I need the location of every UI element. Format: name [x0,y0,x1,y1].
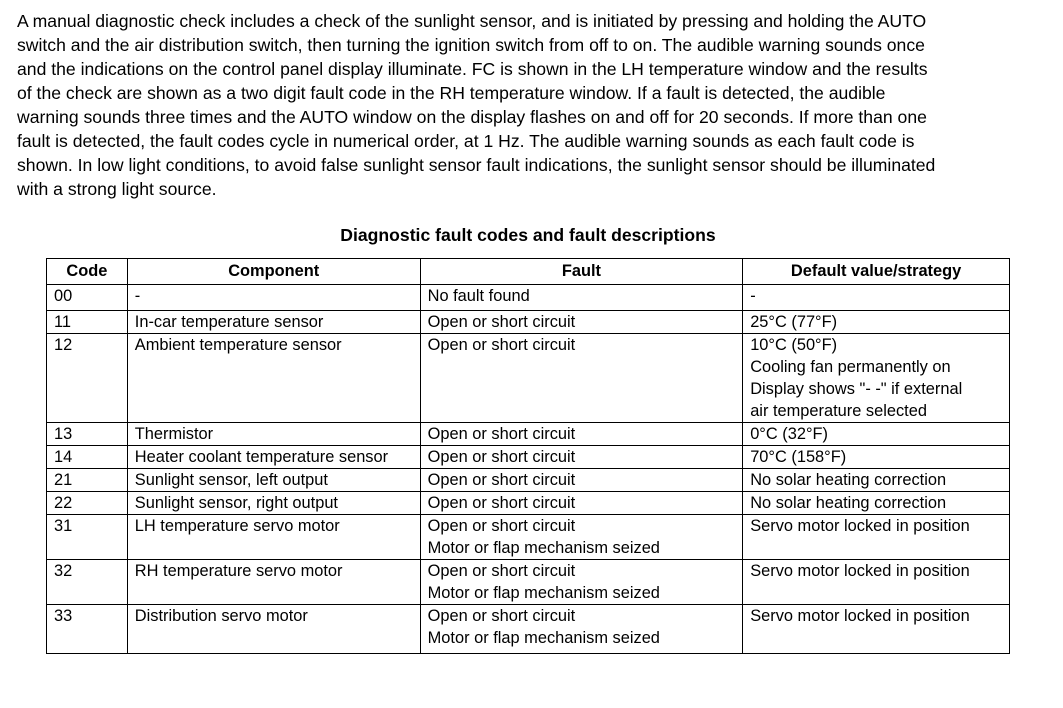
cell-component: LH temperature servo motor [127,515,420,560]
cell-fault [420,605,743,654]
cell-code: 21 [47,469,128,492]
cell-component: In-car temperature sensor [127,311,420,334]
cell-component: RH temperature servo motor [127,560,420,605]
cell-code: 33 [47,605,128,654]
cell-fault [420,515,743,560]
header-fault: Fault [420,259,743,285]
cell-default [743,492,1010,515]
fault-line: Open or short circuit [427,313,576,331]
table-row [47,492,1010,515]
cell-component: Sunlight sensor, right output [127,492,420,515]
fault-line: Open or short circuit [427,471,576,489]
cell-default [743,285,1010,311]
table-row [47,560,1010,605]
table-row [47,469,1010,492]
intro-line: switch and the air distribution switch, then turning the ignition switch from off to on. The audible warning sounds once [17,35,925,55]
cell-component: Thermistor [127,423,420,446]
default-line: 70°C (158°F) [750,448,847,466]
cell-default [743,605,1010,654]
fault-line: Open or short circuit [427,517,576,535]
default-line: No solar heating correction [750,494,947,512]
table-row [47,311,1010,334]
cell-code: 32 [47,560,128,605]
table-row [47,605,1010,654]
cell-component: Ambient temperature sensor [127,334,420,423]
cell-fault [420,285,743,311]
cell-code: 13 [47,423,128,446]
default-line: Display shows "- -" if external [750,380,963,398]
header-default: Default value/strategy [743,259,1010,285]
default-line: 0°C (32°F) [750,425,828,443]
cell-code: 14 [47,446,128,469]
cell-fault [420,469,743,492]
cell-fault [420,446,743,469]
default-line: Servo motor locked in position [750,517,970,535]
cell-component: Distribution servo motor [127,605,420,654]
table-title: Diagnostic fault codes and fault descriptions [340,225,716,245]
header-code: Code [47,259,128,285]
intro-line: warning sounds three times and the AUTO window on the display flashes on and off for 20 seconds. If more than one [17,107,927,127]
default-line: 25°C (77°F) [750,313,838,331]
table-row [47,515,1010,560]
intro-line: with a strong light source. [17,179,217,199]
cell-default [743,469,1010,492]
fault-line: Open or short circuit [427,448,576,466]
default-line: No solar heating correction [750,471,947,489]
cell-component: - [127,285,420,311]
cell-fault [420,423,743,446]
cell-fault [420,560,743,605]
intro-paragraph [17,9,1047,201]
table-row [47,285,1010,311]
cell-component: Heater coolant temperature sensor [127,446,420,469]
table-row [47,446,1010,469]
cell-fault [420,492,743,515]
table-header-row [47,259,1010,285]
fault-line: Open or short circuit [427,607,576,625]
default-line: Cooling fan permanently on [750,358,951,376]
cell-code: 31 [47,515,128,560]
default-line: 10°C (50°F) [750,336,838,354]
cell-component: Sunlight sensor, left output [127,469,420,492]
fault-line: Motor or flap mechanism seized [427,584,660,602]
cell-fault [420,311,743,334]
cell-default [743,423,1010,446]
cell-default [743,311,1010,334]
intro-line: shown. In low light conditions, to avoid false sunlight sensor fault indications, the sunlight sensor should be illuminated [17,155,936,175]
intro-line: fault is detected, the fault codes cycle in numerical order, at 1 Hz. The audible warning sounds as each fault code is [17,131,915,151]
cell-default [743,560,1010,605]
fault-line: Open or short circuit [427,494,576,512]
table-body [47,285,1010,654]
cell-default [743,334,1010,423]
fault-line: Open or short circuit [427,425,576,443]
fault-line: Open or short circuit [427,562,576,580]
cell-code: 11 [47,311,128,334]
fault-line: No fault found [427,287,530,305]
intro-line: and the indications on the control panel display illuminate. FC is shown in the LH temperature window and the results [17,59,928,79]
fault-line: Motor or flap mechanism seized [427,629,660,647]
table-row [47,334,1010,423]
fault-code-table [46,258,1010,654]
header-component: Component [127,259,420,285]
cell-default [743,446,1010,469]
cell-fault [420,334,743,423]
default-line: - [750,287,756,305]
fault-line: Motor or flap mechanism seized [427,539,660,557]
cell-default [743,515,1010,560]
default-line: Servo motor locked in position [750,607,970,625]
intro-line: of the check are shown as a two digit fault code in the RH temperature window. If a fault is detected, the audible [17,83,886,103]
fault-line: Open or short circuit [427,336,576,354]
table-row [47,423,1010,446]
cell-code: 12 [47,334,128,423]
default-line: Servo motor locked in position [750,562,970,580]
intro-line: A manual diagnostic check includes a check of the sunlight sensor, and is initiated by pressing and holding the AUTO [17,11,927,31]
cell-code: 00 [47,285,128,311]
default-line: air temperature selected [750,402,927,420]
cell-code: 22 [47,492,128,515]
